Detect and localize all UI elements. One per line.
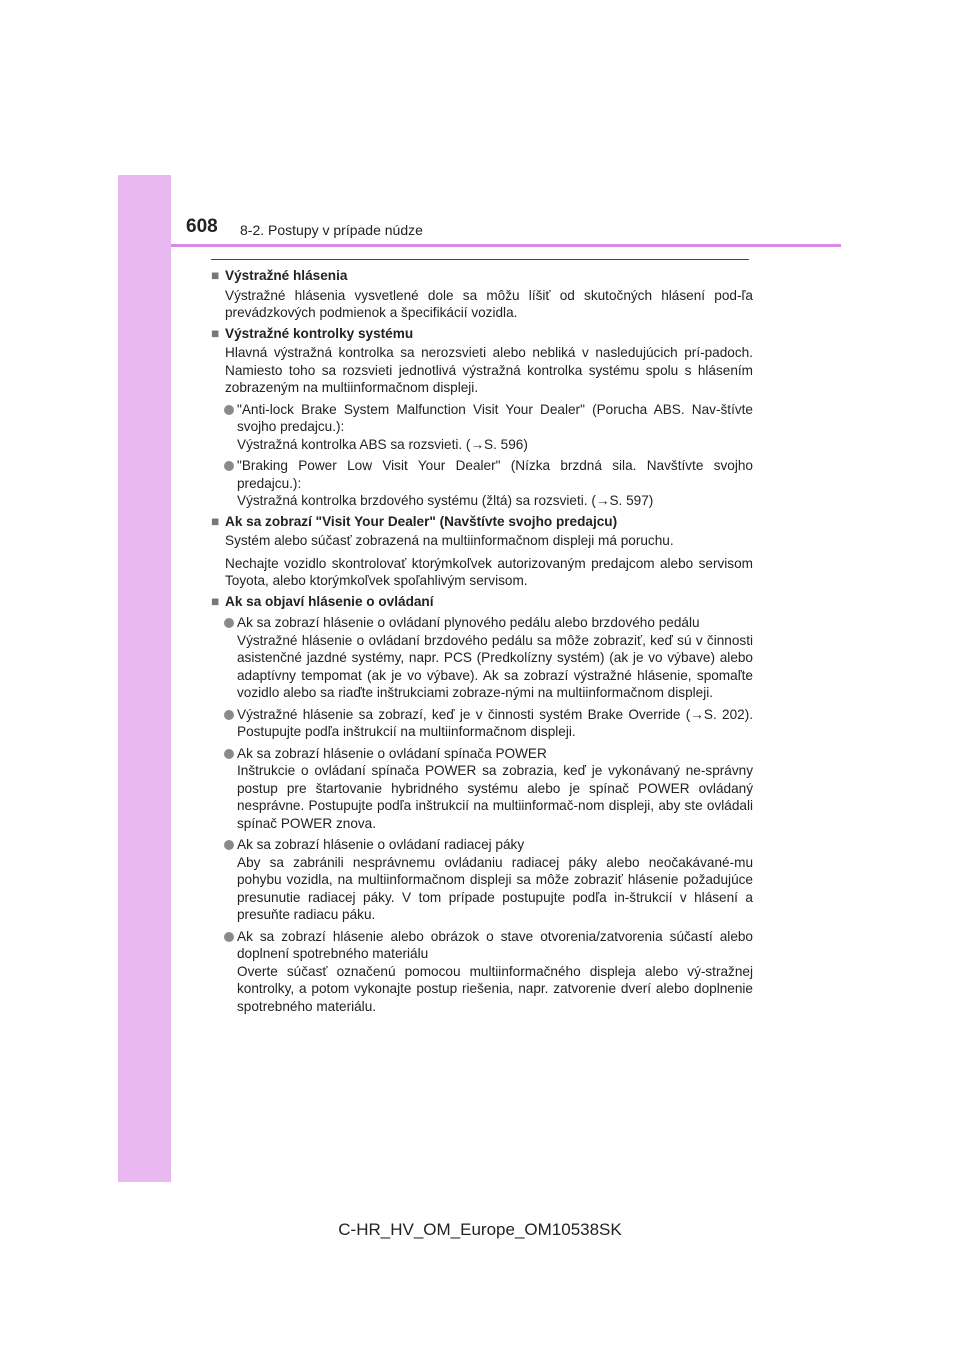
list-item-text: Výstražná kontrolka ABS sa rozsvieti. (→S. 596) — [237, 436, 528, 452]
page-number: 608 — [186, 216, 218, 237]
list-item — [211, 614, 753, 702]
list-item-lead: Ak sa zobrazí hlásenie o ovládaní plynového pedálu alebo brzdového pedálu — [237, 615, 700, 630]
section-heading-text: Výstražné hlásenia — [225, 268, 348, 283]
list-item — [211, 401, 753, 454]
square-bullet-icon: ■ — [211, 325, 220, 341]
circle-bullet-icon — [224, 461, 234, 471]
page-content — [211, 264, 753, 1015]
list-item — [211, 928, 753, 1016]
list-item-text: Aby sa zabránili nesprávnemu ovládaniu radiacej páky alebo neočakávané-mu pohybu vozidla, na multiinformačnom displeji sa môže zobraziť hlásenie požadujúce presunutie radiacej páky. V tom prípade postupujte podľa in-štrukcií v hlásení a presuňte radiacu páku. — [237, 854, 753, 922]
paragraph: Nechajte vozidlo skontrolovať ktorýmkoľvek autorizovaným predajcom alebo servisom Toyota, alebo ktorýmkoľvek spoľahlivým servisom. — [225, 555, 753, 588]
list-item-text: Inštrukcie o ovládaní spínača POWER sa zobrazia, keď je vykonávaný ne-správny postup pre štartovanie hybridného systému alebo je spínač POWER ovládaný nesprávne. Postupujte podľa inštrukcií na multiinformač-nom displeji, aby ste ovládali spínač POWER znova. — [237, 763, 753, 831]
header-rule — [171, 244, 841, 247]
list-item-text: Výstražné hlásenie sa zobrazí, keď je v činnosti systém Brake Override (→S. 202). Postupujte podľa inštrukcií na multiinformačnom displeji. — [237, 706, 753, 739]
section-heading — [211, 325, 753, 343]
circle-bullet-icon — [224, 749, 234, 759]
circle-bullet-icon — [224, 618, 234, 628]
section-title: 8-2. Postupy v prípade núdze — [240, 222, 423, 238]
chapter-tab-sidebar — [118, 175, 171, 1182]
circle-bullet-icon — [224, 710, 234, 720]
square-bullet-icon: ■ — [211, 513, 220, 529]
list-item — [211, 745, 753, 833]
list-item-lead: Ak sa zobrazí hlásenie o ovládaní radiacej páky — [237, 837, 525, 852]
list-item-lead: "Anti-lock Brake System Malfunction Visit Your Dealer" (Porucha ABS. Nav-štívte svojho predajcu.): — [237, 401, 753, 434]
list-item — [211, 457, 753, 510]
paragraph: Výstražné hlásenia vysvetlené dole sa môžu líšiť od skutočných hlásení pod-ľa prevádzkových podmienok a špecifikácií vozidla. — [225, 287, 753, 320]
circle-bullet-icon — [224, 840, 234, 850]
list-item — [211, 706, 753, 741]
paragraph: Systém alebo súčasť zobrazená na multiinformačnom displeji má poruchu. — [225, 533, 674, 548]
square-bullet-icon: ■ — [211, 593, 220, 609]
section-heading-text: Ak sa zobrazí "Visit Your Dealer" (Navštívte svojho predajcu) — [225, 513, 618, 529]
square-bullet-icon: ■ — [211, 268, 220, 283]
section-heading — [211, 513, 753, 531]
paragraph: Hlavná výstražná kontrolka sa nerozsvieti alebo nebliká v nasledujúcich prí-padoch. Namiesto toho sa rozsvieti jednotlivá výstražná kontrolka systému spolu s hlásením zobrazeným na multiinformačnom displeji. — [225, 345, 753, 395]
section-heading-text: Výstražné kontrolky systému — [225, 325, 414, 341]
list-item-lead: Ak sa zobrazí hlásenie alebo obrázok o stave otvorenia/zatvorenia súčastí alebo doplnení spotrebného materiálu — [237, 928, 753, 961]
circle-bullet-icon — [224, 932, 234, 942]
content-rule — [211, 259, 749, 260]
list-item-lead: "Braking Power Low Visit Your Dealer" (Nízka brzdná sila. Navštívte svojho predajcu.): — [237, 458, 753, 491]
section-heading-text: Ak sa objaví hlásenie o ovládaní — [225, 593, 434, 609]
section-heading — [211, 593, 753, 611]
list-item-text: Overte súčasť označenú pomocou multiinformačného displeja alebo vý-stražnej kontrolky, a potom vykonajte postup riešenia, napr. zatvorenie dverí alebo doplnenie spotrebného materiálu. — [237, 963, 753, 1014]
section-heading — [211, 267, 753, 285]
list-item-text: Výstražná kontrolka brzdového systému (žltá) sa rozsvieti. (→S. 597) — [237, 493, 654, 508]
circle-bullet-icon — [224, 405, 234, 415]
list-item-text: Výstražné hlásenie o ovládaní brzdového pedálu sa môže zobraziť, keď sú v činnosti asistenčné jazdné systémy, napr. PCS (Predkolízny systém) (ak je vo výbave) alebo adaptívny tempomat (ak je vo výbave). Ak sa zobrazí výstražné hlásenie, spomaľte vozidlo alebo sa riaďte inštrukciami zobraze-nými na multiinformačnom displeji. — [237, 632, 753, 700]
document-id-footer: C-HR_HV_OM_Europe_OM10538SK — [338, 1220, 622, 1239]
list-item — [211, 836, 753, 924]
list-item-lead: Ak sa zobrazí hlásenie o ovládaní spínača POWER — [237, 745, 547, 761]
